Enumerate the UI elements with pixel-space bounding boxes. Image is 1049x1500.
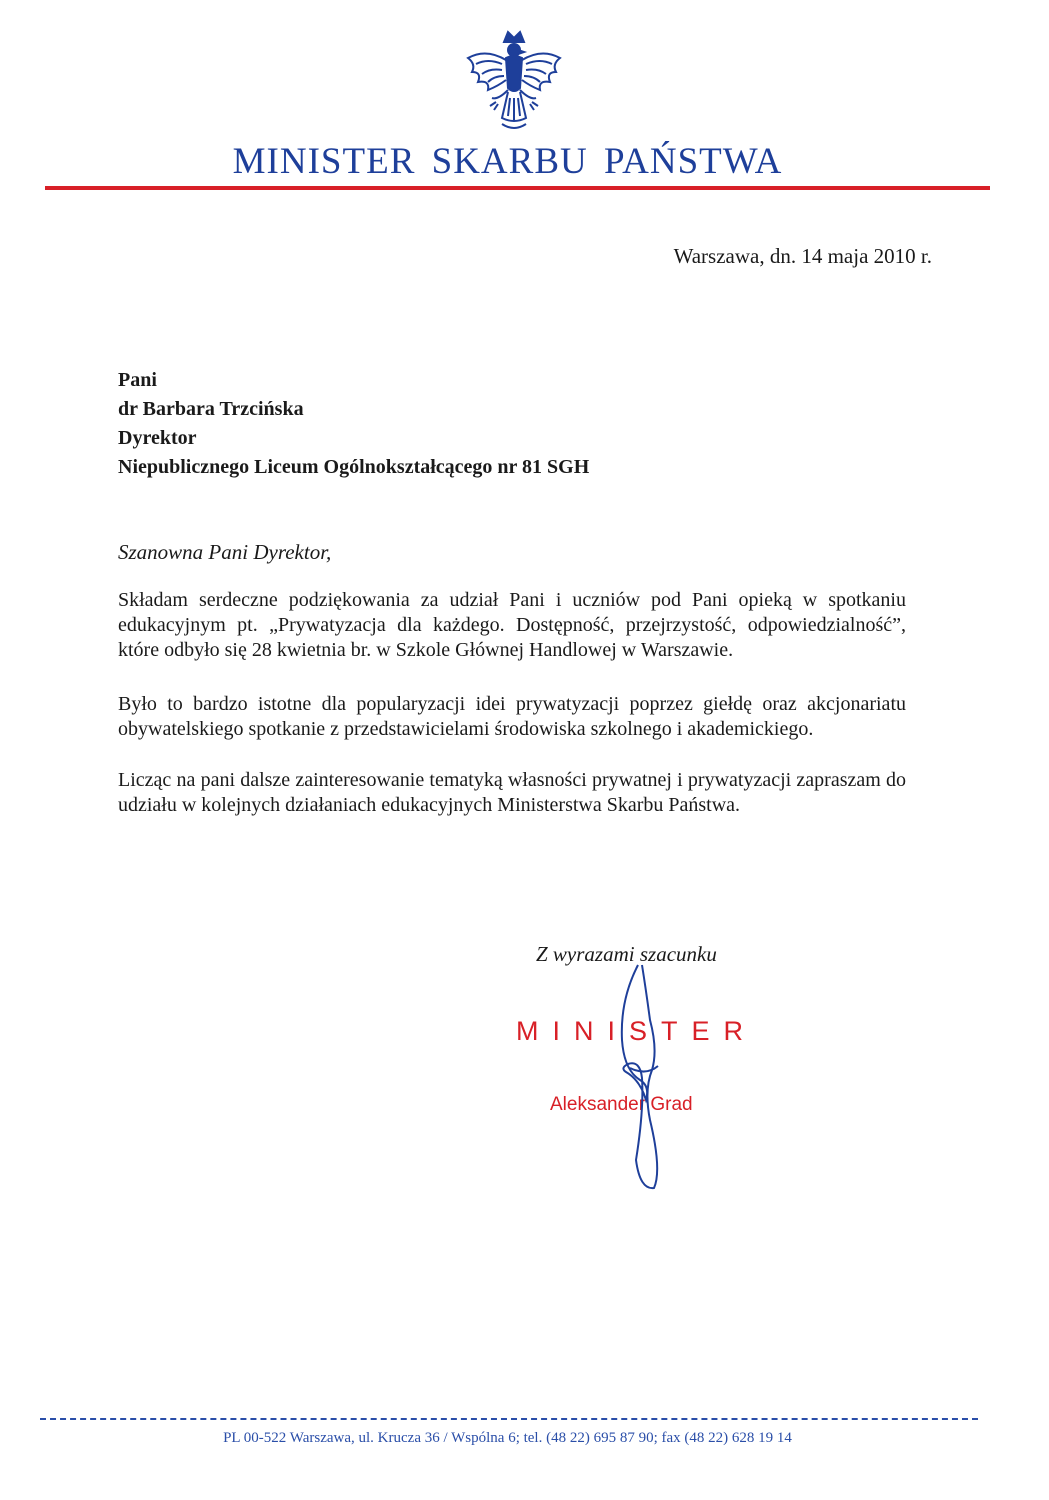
recipient-address-block [118, 366, 589, 482]
white-eagle-emblem-icon [462, 28, 566, 140]
footer-blue-rule [40, 1418, 978, 1420]
footer-address: PL 00-522 Warszawa, ul. Krucza 36 / Wspólna 6; tel. (48 22) 695 87 90; fax (48 22) 628 19 14 [223, 1430, 792, 1446]
recipient-line: Dyrektor [118, 427, 197, 449]
ministry-header-title: MINISTER SKARBU PAŃSTWA [232, 141, 783, 182]
stamp-title: MINISTER [516, 1016, 758, 1046]
closing-phrase: Z wyrazami szacunku [536, 942, 717, 966]
salutation: Szanowna Pani Dyrektor, [118, 540, 332, 564]
body-paragraph: Licząc na pani dalsze zainteresowanie tematyką własności prywatnej i prywatyzacji zapraszam do udziału w kolejnych działaniach edukacyjnych Ministerstwa Skarbu Państwa. [118, 769, 906, 816]
header-red-rule [45, 186, 990, 190]
recipient-line: Pani [118, 369, 157, 391]
letter-date: Warszawa, dn. 14 maja 2010 r. [673, 244, 932, 268]
body-paragraph: Było to bardzo istotne dla popularyzacji idei prywatyzacji poprzez giełdę oraz akcjonariatu obywatelskiego spotkanie z przedstawicielami środowiska szkolnego i akademickiego. [118, 693, 906, 740]
recipient-line: dr Barbara Trzcińska [118, 398, 304, 420]
stamp-name: Aleksander Grad [550, 1094, 693, 1115]
recipient-line: Niepublicznego Liceum Ogólnokształcącego nr 81 SGH [118, 456, 590, 478]
handwritten-signature-icon [580, 960, 720, 1195]
body-paragraph: Składam serdeczne podziękowania za udział Pani i uczniów pod Pani opieką w spotkaniu edukacyjnym pt. „Prywatyzacja dla każdego. Dostępność, przejrzystość, odpowiedzialność”, które odbyło się 28 kwietnia br. w Szkole Głównej Handlowej w Warszawie. [118, 589, 906, 661]
